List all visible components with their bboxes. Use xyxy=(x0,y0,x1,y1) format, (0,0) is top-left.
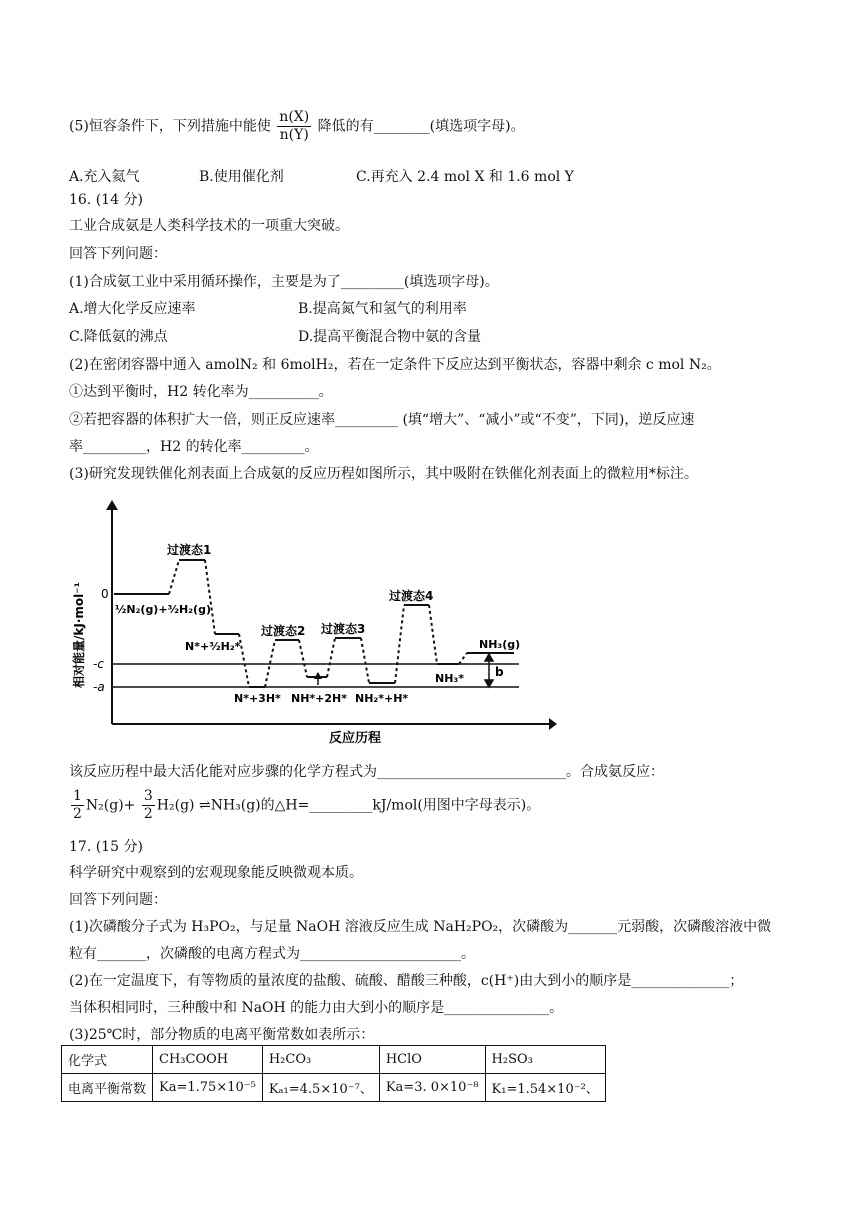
label-ts1: 过渡态1 xyxy=(167,543,212,557)
label-nh3-gas: NH₃(g) xyxy=(479,638,521,651)
eq-rest: NH₃(g)的△H=_________kJ/mol(用图中字母表示)。 xyxy=(210,797,541,814)
fraction-numerator: n(X) xyxy=(279,109,310,125)
table-cell: H₂CO₃ xyxy=(262,1046,379,1074)
q17-part1b: 粒有_______，次磷酸的电离方程式为_______________________。 xyxy=(69,946,475,962)
x-axis-label: 反应历程 xyxy=(329,731,382,746)
eq-fraction-1 xyxy=(71,788,84,823)
nx-ny-fraction xyxy=(277,109,311,144)
option-a: A.充入氦气 xyxy=(69,169,140,185)
y-axis-label: 相对能量/kJ·mol⁻¹ xyxy=(72,582,86,688)
q17-intro: 科学研究中观察到的宏观现象能反映微观本质。 xyxy=(69,865,363,881)
q16-ask: 回答下列问题： xyxy=(69,246,167,262)
q16-option-a: A.增大化学反应速率 xyxy=(69,301,196,317)
q17-ask: 回答下列问题： xyxy=(69,892,167,908)
eq-h2: H₂(g) xyxy=(156,797,195,814)
ionization-constant-table xyxy=(61,1045,606,1102)
label-start: ½N₂(g)+³⁄₂H₂(g) xyxy=(115,603,211,616)
table-cell: Ka=3. 0×10⁻⁸ xyxy=(379,1074,485,1102)
option-b: B.使用催化剂 xyxy=(199,169,284,185)
q16-part1: (1)合成氨工业中采用循环操作，主要是为了_________(填选项字母)。 xyxy=(69,274,499,290)
label-ts4: 过渡态4 xyxy=(389,589,434,603)
table-cell: H₂SO₃ xyxy=(485,1046,605,1074)
q16-option-d: D.提高平衡混合物中氨的含量 xyxy=(298,329,482,345)
label-n-3h: N*+3H* xyxy=(234,692,281,705)
table-cell: 化学式 xyxy=(62,1046,153,1074)
table-cell: K₁=1.54×10⁻²、 xyxy=(485,1074,605,1102)
equilibrium-arrow: ⇌ xyxy=(198,797,211,814)
table-cell: Ka=1.75×10⁻⁵ xyxy=(153,1074,263,1102)
q16-part2-2b: 率_________，H2 的转化率_________。 xyxy=(69,439,319,455)
q16-header: 16. (14 分) xyxy=(69,192,143,208)
tick-minus-c: -c xyxy=(93,657,104,671)
eq-frac2-num: 3 xyxy=(143,788,153,804)
q16-part2: (2)在密闭容器中通入 amolN₂ 和 6molH₂，若在一定条件下反应达到平衡状态，容器中剩余 c mol N₂。 xyxy=(69,357,721,373)
q15-5-prefix: (5)恒容条件下，下列措施中能使 xyxy=(69,118,271,135)
q16-option-b: B.提高氮气和氢气的利用率 xyxy=(298,301,467,317)
q17-part2a: (2)在一定温度下，有等物质的量浓度的盐酸、硫酸、醋酸三种酸，c(H⁺)由大到小的顺序是______________； xyxy=(69,973,744,989)
q15-5-suffix: 降低的有________(填选项字母)。 xyxy=(317,118,525,135)
label-b: b xyxy=(495,665,504,679)
q15-5-line xyxy=(69,109,525,144)
q16-intro: 工业合成氨是人类科学技术的一项重大突破。 xyxy=(69,218,349,234)
label-ts2: 过渡态2 xyxy=(261,624,306,638)
q17-part2b: 当体积相同时，三种酸中和 NaOH 的能力由大到小的顺序是_______________。 xyxy=(69,1000,564,1016)
tick-minus-a: -a xyxy=(93,680,105,694)
label-nh-2h: NH*+2H* xyxy=(291,692,347,705)
table-cell: HClO xyxy=(379,1046,485,1074)
b-arrow xyxy=(485,654,493,687)
label-nh3-ads: NH₃* xyxy=(435,672,464,685)
label-nh2-h: NH₂*+H* xyxy=(355,692,409,705)
y-axis-arrow xyxy=(106,500,118,510)
x-axis-arrow xyxy=(549,718,557,730)
option-c: C.再充入 2.4 mol X 和 1.6 mol Y xyxy=(356,169,574,185)
table-cell: 电离平衡常数 xyxy=(62,1074,153,1102)
label-n-star: N*+³⁄₂H₂* xyxy=(185,640,241,653)
eq-fraction-2 xyxy=(142,788,155,823)
table-cell: CH₃COOH xyxy=(153,1046,263,1074)
eq-n2: N₂(g)+ xyxy=(85,797,136,814)
q17-part3: (3)25℃时，部分物质的电离平衡常数如表所示： xyxy=(69,1027,375,1043)
q16-part2-2a: ②若把容器的体积扩大一倍，则正反应速率_________ (填“增大”、“减小”或“不变”，下同)，逆反应速 xyxy=(69,412,695,428)
eq-frac2-den: 2 xyxy=(143,806,153,822)
table-row xyxy=(62,1046,606,1074)
fraction-denominator: n(Y) xyxy=(279,127,309,143)
q16-part2-1: ①达到平衡时，H2 转化率为__________。 xyxy=(69,384,333,400)
eq-frac1-den: 2 xyxy=(73,806,82,822)
q17-header: 17. (15 分) xyxy=(69,839,143,855)
table-cell: Kₐ₁=4.5×10⁻⁷、 xyxy=(262,1074,379,1102)
eq-frac1-num: 1 xyxy=(73,788,82,804)
q17-part1a: (1)次磷酸分子式为 H₃PO₂，与足量 NaOH 溶液反应生成 NaH₂PO₂，次磷酸为_______元弱酸，次磷酸溶液中微 xyxy=(69,919,772,935)
q16-part3: (3)研究发现铁催化剂表面上合成氨的反应历程如图所示，其中吸附在铁催化剂表面上的微粒用*标注。 xyxy=(69,466,698,482)
energy-diagram xyxy=(69,498,559,758)
q16-part3-question: 该反应历程中最大活化能对应步骤的化学方程式为___________________________。合成氨反应： xyxy=(69,764,664,780)
q16-option-c: C.降低氨的沸点 xyxy=(69,329,168,345)
table-row xyxy=(62,1074,606,1102)
label-ts3: 过渡态3 xyxy=(321,622,366,636)
q16-equation-line xyxy=(69,788,540,823)
tick-zero: 0 xyxy=(101,587,109,601)
